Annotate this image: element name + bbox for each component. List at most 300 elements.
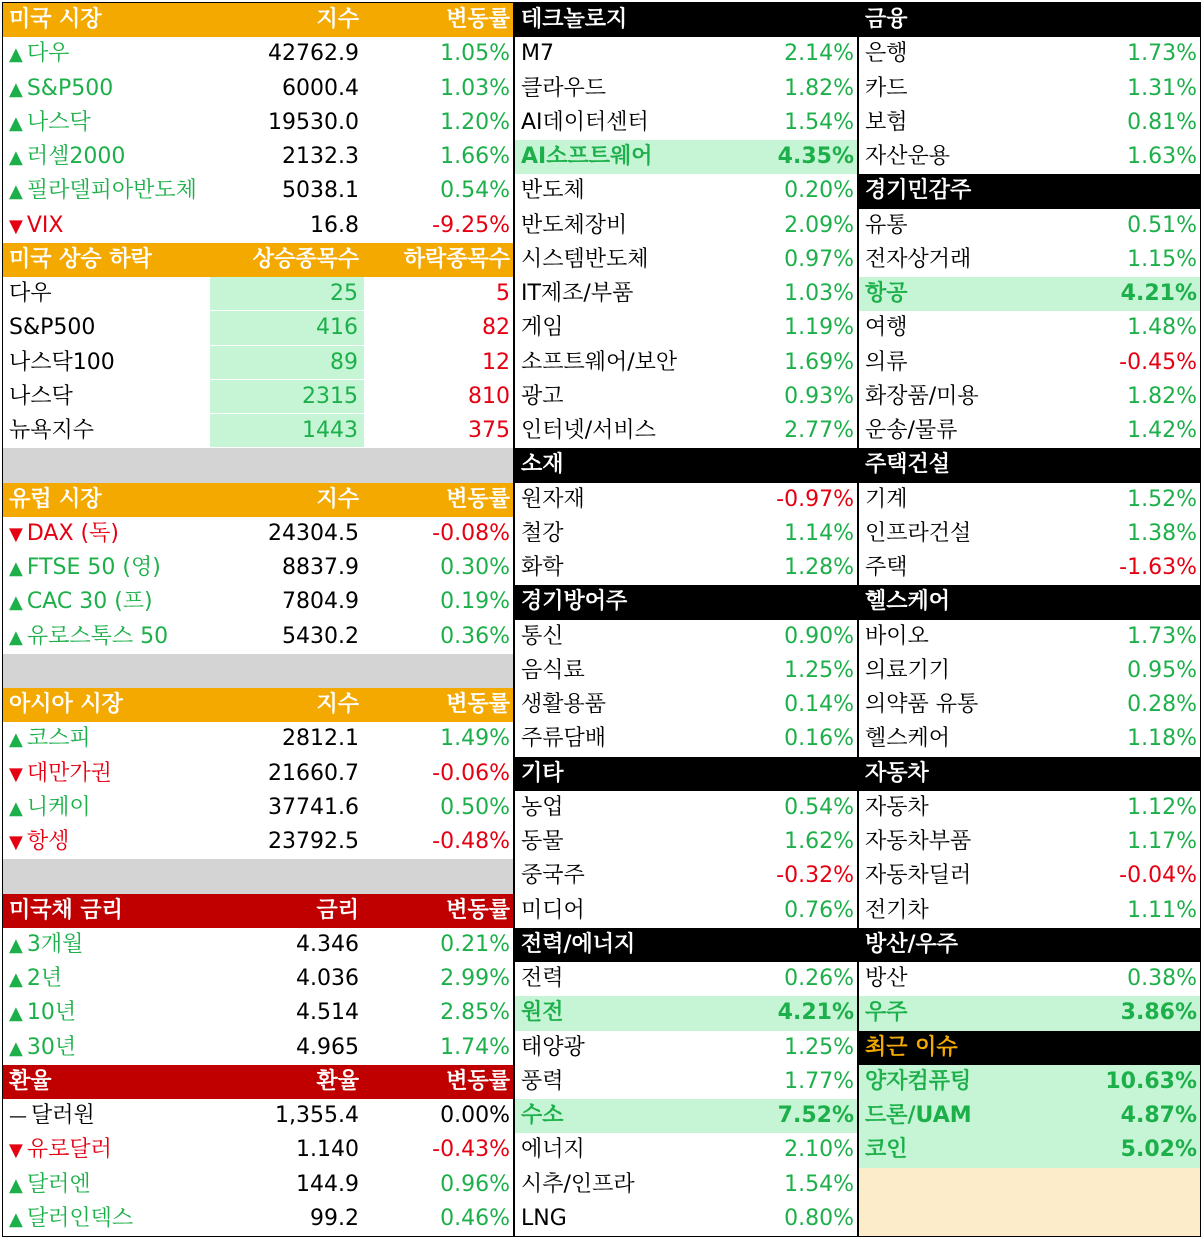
sector-title: 주택건설 xyxy=(865,452,951,478)
row-label: ▼ 항셍 xyxy=(9,825,69,858)
change-value: 1.74% xyxy=(440,1034,510,1060)
sector-row xyxy=(515,654,857,688)
index-value: 1.140 xyxy=(296,1137,359,1163)
sector-label: 자동차부품 xyxy=(865,829,972,854)
us_bonds-header xyxy=(3,894,513,928)
up-arrow-icon: ▲ xyxy=(9,729,23,751)
sector-title: 전력/에너지 xyxy=(521,931,636,957)
row-label: ▲ S&P500 xyxy=(9,72,113,105)
sector-row xyxy=(515,620,857,654)
sector-change: 1.25% xyxy=(784,657,854,683)
sector-change: 1.25% xyxy=(784,1034,854,1060)
table-row xyxy=(3,72,513,106)
table-row xyxy=(3,209,513,243)
sector-change: 2.10% xyxy=(784,1137,854,1163)
sector-row xyxy=(859,825,1200,859)
index-value: 5038.1 xyxy=(282,178,359,204)
up-arrow-icon: ▲ xyxy=(9,558,23,579)
advance-count: 416 xyxy=(210,311,364,344)
sector-label: 광고 xyxy=(521,383,564,409)
row-label: S&P500 xyxy=(9,315,96,341)
column-header: 하락종목수 xyxy=(403,246,510,272)
sector-label: 소프트웨어/보안 xyxy=(521,349,678,375)
sector-row xyxy=(859,346,1200,380)
index-value: 4.514 xyxy=(296,1000,359,1026)
section-title: 미국 상승 하락 xyxy=(9,246,152,272)
column-header: 변동률 xyxy=(446,897,510,923)
sector-label: 통신 xyxy=(521,623,564,649)
sector-label: 생활용품 xyxy=(521,692,607,717)
row-label: ▲ 코스피 xyxy=(9,722,91,755)
sector-row xyxy=(515,277,857,311)
table-row xyxy=(3,140,513,174)
sector-row xyxy=(859,209,1200,243)
sector-row xyxy=(515,859,857,893)
sector-label: 항공 xyxy=(865,281,908,306)
sector-row xyxy=(515,1202,857,1236)
section-title: 환율 xyxy=(9,1068,52,1094)
sector-row xyxy=(859,894,1200,928)
advance-count: 2315 xyxy=(210,380,364,413)
change-value: 1.05% xyxy=(440,41,510,67)
table-row xyxy=(3,517,513,551)
sector-row xyxy=(859,1099,1200,1133)
sector-label: 자산운용 xyxy=(865,144,951,169)
sector-row xyxy=(859,620,1200,654)
sector-change: 0.81% xyxy=(1127,109,1197,135)
sector-change: 1.73% xyxy=(1127,41,1197,67)
sector-row xyxy=(515,37,857,71)
sector-label: 유통 xyxy=(865,212,908,238)
sector-header xyxy=(859,757,1200,791)
sector-title: 경기방어주 xyxy=(521,589,628,615)
sector-label: 의료기기 xyxy=(865,657,951,683)
dash-icon: — xyxy=(9,1106,27,1127)
sector-row xyxy=(859,37,1200,71)
sector-change: 1.38% xyxy=(1127,520,1197,546)
table-row xyxy=(3,346,513,380)
sector-change: 2.77% xyxy=(784,418,854,443)
row-label: ▲ 필라델피아반도체 xyxy=(9,174,197,207)
sector-row xyxy=(859,72,1200,106)
sector-header xyxy=(515,448,857,482)
table-row xyxy=(3,757,513,791)
sector-row xyxy=(859,140,1200,174)
sector-change: 0.51% xyxy=(1127,212,1197,238)
sector-change: 1.54% xyxy=(784,109,854,135)
up-arrow-icon: ▲ xyxy=(9,797,23,819)
sector-change: 1.15% xyxy=(1127,246,1197,272)
sector-change: 1.14% xyxy=(784,520,854,546)
column-header: 금리 xyxy=(316,897,359,923)
row-label: ▲ 러셀2000 xyxy=(9,140,125,173)
sector-label: 카드 xyxy=(865,75,908,101)
sector-title: 소재 xyxy=(521,452,564,478)
table-row xyxy=(3,722,513,756)
change-value: 2.85% xyxy=(440,1000,510,1026)
sector-row xyxy=(515,243,857,277)
sector-row xyxy=(859,483,1200,517)
sector-change: 0.28% xyxy=(1127,692,1197,717)
up-arrow-icon: ▲ xyxy=(9,592,23,614)
up-arrow-icon: ▲ xyxy=(9,147,23,168)
row-label: ▲ 3개월 xyxy=(9,928,83,961)
up-arrow-icon: ▲ xyxy=(9,1174,23,1196)
sector-label: 헬스케어 xyxy=(865,726,951,752)
sector-title: 최근 이슈 xyxy=(865,1034,958,1060)
sector-label: 주택 xyxy=(865,555,908,580)
sector-label: 인프라건설 xyxy=(865,520,972,546)
row-label: ▲ 30년 xyxy=(9,1031,76,1064)
sector-label: 은행 xyxy=(865,41,908,67)
sector-label: 전자상거래 xyxy=(865,246,972,272)
sector-title: 헬스케어 xyxy=(865,589,951,615)
index-value: 4.346 xyxy=(296,931,359,957)
row-label: ▲ FTSE 50 (영) xyxy=(9,551,161,584)
sector-change: 5.02% xyxy=(1120,1137,1197,1163)
change-value: 1.66% xyxy=(440,144,510,169)
sector-header xyxy=(515,928,857,962)
sector-label: 전력 xyxy=(521,966,564,991)
sector-change: 0.20% xyxy=(784,178,854,204)
sector-change: -0.97% xyxy=(776,486,854,512)
sector-change: 2.14% xyxy=(784,41,854,67)
up-arrow-icon: ▲ xyxy=(9,969,23,990)
middle-column xyxy=(515,3,857,1236)
index-value: 21660.7 xyxy=(268,760,359,786)
sector-change: 1.18% xyxy=(1127,726,1197,752)
sector-change: 1.48% xyxy=(1127,315,1197,341)
decline-count: 12 xyxy=(482,349,510,375)
sector-label: 의약품 유통 xyxy=(865,692,979,717)
advance-count: 1443 xyxy=(210,414,364,447)
column-header: 지수 xyxy=(316,7,359,32)
index-value: 7804.9 xyxy=(282,589,359,615)
sector-change: -0.32% xyxy=(776,863,854,889)
sector-label: 양자컴퓨팅 xyxy=(865,1068,972,1094)
up-arrow-icon: ▲ xyxy=(9,112,23,134)
sector-label: 클라우드 xyxy=(521,75,607,101)
sector-row xyxy=(859,791,1200,825)
sector-row xyxy=(515,551,857,585)
sector-change: 0.54% xyxy=(784,794,854,820)
index-value: 24304.5 xyxy=(268,520,359,546)
section-title: 아시아 시장 xyxy=(9,692,123,717)
sector-label: 방산 xyxy=(865,966,908,991)
sector-row xyxy=(859,414,1200,448)
sector-change: 1.19% xyxy=(784,315,854,341)
index-value: 6000.4 xyxy=(282,75,359,101)
sector-title: 기타 xyxy=(521,760,564,786)
up-arrow-icon: ▲ xyxy=(9,181,23,203)
down-arrow-icon: ▼ xyxy=(9,215,23,237)
market-dashboard xyxy=(2,2,1201,1237)
row-label: ▲ 2년 xyxy=(9,962,62,995)
sector-row xyxy=(515,209,857,243)
change-value: 1.20% xyxy=(440,109,510,135)
sector-row xyxy=(515,1065,857,1099)
sector-row xyxy=(515,1133,857,1167)
sector-row xyxy=(515,483,857,517)
table-row xyxy=(3,380,513,414)
sector-change: 1.12% xyxy=(1127,794,1197,820)
column-header: 변동률 xyxy=(446,486,510,512)
sector-row xyxy=(515,688,857,722)
sector-change: 1.03% xyxy=(784,281,854,306)
table-row xyxy=(3,585,513,619)
table-row xyxy=(3,1099,513,1133)
change-value: -0.06% xyxy=(432,760,510,786)
sector-change: 2.09% xyxy=(784,212,854,238)
row-label: 뉴욕지수 xyxy=(9,418,95,443)
advance-count: 89 xyxy=(210,346,364,379)
sector-row xyxy=(859,243,1200,277)
sector-change: 3.86% xyxy=(1120,1000,1197,1026)
down-arrow-icon: ▼ xyxy=(9,763,23,785)
sector-row xyxy=(859,962,1200,996)
sector-row xyxy=(859,551,1200,585)
sector-change: 0.93% xyxy=(784,383,854,409)
asia_market-header xyxy=(3,688,513,722)
index-value: 2812.1 xyxy=(282,726,359,752)
decline-count: 82 xyxy=(482,315,510,341)
row-label: ▲ 유로스톡스 50 xyxy=(9,620,168,653)
sector-row xyxy=(515,414,857,448)
sector-header xyxy=(859,928,1200,962)
up-arrow-icon: ▲ xyxy=(9,44,23,66)
spacer-row xyxy=(3,448,513,482)
table-row xyxy=(3,928,513,962)
sector-change: -0.45% xyxy=(1119,349,1197,375)
sector-row xyxy=(859,1133,1200,1167)
table-row xyxy=(3,174,513,208)
table-row xyxy=(3,825,513,859)
sector-label: 원자재 xyxy=(521,486,585,512)
sector-change: 10.63% xyxy=(1105,1068,1197,1094)
column-header: 변동률 xyxy=(446,7,510,32)
sector-row xyxy=(859,1065,1200,1099)
down-arrow-icon: ▼ xyxy=(9,832,23,853)
sector-label: AI데이터센터 xyxy=(521,109,649,135)
table-row xyxy=(3,414,513,448)
decline-count: 5 xyxy=(496,281,510,306)
row-label: ▼ VIX xyxy=(9,209,63,242)
sector-row xyxy=(859,688,1200,722)
sector-label: 철강 xyxy=(521,520,564,546)
sector-row xyxy=(515,825,857,859)
sector-label: 화장품/미용 xyxy=(865,383,979,409)
sector-row xyxy=(859,996,1200,1030)
table-row xyxy=(3,1031,513,1065)
table-row xyxy=(3,1168,513,1202)
sector-header xyxy=(515,757,857,791)
right-column xyxy=(859,3,1200,1236)
sector-label: 드론/UAM xyxy=(865,1103,972,1128)
sector-change: 1.42% xyxy=(1127,418,1197,443)
up-arrow-icon: ▲ xyxy=(9,626,23,648)
row-label: ▲ 니케이 xyxy=(9,791,91,824)
sector-label: 태양광 xyxy=(521,1034,585,1060)
sector-row xyxy=(515,72,857,106)
table-row xyxy=(3,551,513,585)
sector-change: 1.63% xyxy=(1127,144,1197,169)
sector-row xyxy=(859,859,1200,893)
change-value: 1.49% xyxy=(440,726,510,752)
sector-label: 자동차딜러 xyxy=(865,863,972,889)
sector-row xyxy=(859,722,1200,756)
sector-label: 원전 xyxy=(521,1000,564,1026)
sector-label: 인터넷/서비스 xyxy=(521,418,656,443)
index-value: 4.965 xyxy=(296,1034,359,1060)
up-arrow-icon: ▲ xyxy=(9,1003,23,1025)
sector-label: AI소프트웨어 xyxy=(521,144,653,169)
sector-change: 1.17% xyxy=(1127,829,1197,854)
up-arrow-icon: ▲ xyxy=(9,1037,23,1059)
sector-change: 1.54% xyxy=(784,1171,854,1197)
sector-label: LNG xyxy=(521,1205,567,1231)
column-header: 변동률 xyxy=(446,1068,510,1094)
sector-row xyxy=(859,654,1200,688)
spacer-row xyxy=(3,654,513,688)
sector-change: 1.77% xyxy=(784,1068,854,1094)
table-row xyxy=(3,791,513,825)
decline-count: 375 xyxy=(468,418,510,443)
table-row xyxy=(3,996,513,1030)
table-row xyxy=(3,1202,513,1236)
change-value: 0.50% xyxy=(440,794,510,820)
sector-label: 우주 xyxy=(865,1000,908,1026)
sector-title: 테크놀로지 xyxy=(521,7,628,32)
sector-change: 4.87% xyxy=(1120,1103,1197,1128)
change-value: 0.30% xyxy=(440,555,510,580)
sector-change: 1.62% xyxy=(784,829,854,854)
sector-label: 에너지 xyxy=(521,1137,585,1163)
sector-change: 0.76% xyxy=(784,897,854,923)
sector-label: 시추/인프라 xyxy=(521,1171,635,1197)
sector-label: 보험 xyxy=(865,109,908,135)
row-label: 나스닥100 xyxy=(9,349,115,375)
index-value: 1,355.4 xyxy=(275,1103,359,1128)
sector-row xyxy=(859,380,1200,414)
sector-label: IT제조/부품 xyxy=(521,281,634,306)
up-arrow-icon: ▲ xyxy=(9,1208,23,1230)
advance-count: 25 xyxy=(210,277,364,310)
sector-change: 0.80% xyxy=(784,1205,854,1231)
down-arrow-icon: ▼ xyxy=(9,523,23,545)
section-title: 유럽 시장 xyxy=(9,486,102,512)
sector-row xyxy=(515,140,857,174)
sector-change: 0.16% xyxy=(784,726,854,752)
row-label: ▲ 달러인덱스 xyxy=(9,1202,133,1235)
column-header: 환율 xyxy=(316,1068,359,1094)
sector-row xyxy=(515,1031,857,1065)
sector-label: M7 xyxy=(521,41,554,67)
sector-header xyxy=(859,174,1200,208)
change-value: 0.19% xyxy=(440,589,510,615)
change-value: 0.54% xyxy=(440,178,510,204)
sector-label: 주류담배 xyxy=(521,726,607,752)
eu_market-header xyxy=(3,483,513,517)
change-value: -0.48% xyxy=(432,829,510,854)
sector-title: 자동차 xyxy=(865,760,929,786)
index-value: 5430.2 xyxy=(282,623,359,649)
sector-change: 0.38% xyxy=(1127,966,1197,991)
sector-change: 1.31% xyxy=(1127,75,1197,101)
row-label: ▼ DAX (독) xyxy=(9,517,119,550)
sector-change: 0.14% xyxy=(784,692,854,717)
row-label: 나스닥 xyxy=(9,383,73,409)
index-value: 144.9 xyxy=(296,1171,359,1197)
sector-change: 1.82% xyxy=(1127,383,1197,409)
row-label: ▼ 대만가권 xyxy=(9,757,112,790)
table-row xyxy=(3,1133,513,1167)
change-value: -0.08% xyxy=(432,520,510,546)
row-label: — 달러원 xyxy=(9,1099,95,1132)
sector-change: -1.63% xyxy=(1119,555,1197,580)
sector-change: 7.52% xyxy=(777,1103,854,1128)
sector-row xyxy=(515,791,857,825)
table-row xyxy=(3,277,513,311)
up-arrow-icon: ▲ xyxy=(9,934,23,956)
table-row xyxy=(3,106,513,140)
sector-header xyxy=(859,3,1200,37)
sector-label: 게임 xyxy=(521,315,564,341)
table-row xyxy=(3,311,513,345)
sector-row xyxy=(515,311,857,345)
sector-label: 수소 xyxy=(521,1103,564,1128)
sector-label: 미디어 xyxy=(521,897,585,923)
sector-label: 음식료 xyxy=(521,657,585,683)
sector-row xyxy=(515,174,857,208)
table-row xyxy=(3,37,513,71)
sector-change: 1.69% xyxy=(784,349,854,375)
sector-title: 방산/우주 xyxy=(865,931,959,957)
change-value: -9.25% xyxy=(432,212,510,238)
column-header: 지수 xyxy=(316,692,359,717)
us_market-header xyxy=(3,3,513,37)
change-value: 0.21% xyxy=(440,931,510,957)
sector-label: 자동차 xyxy=(865,794,929,820)
index-value: 4.036 xyxy=(296,966,359,991)
sector-row xyxy=(515,1099,857,1133)
sector-label: 농업 xyxy=(521,794,564,820)
left-column xyxy=(3,3,513,1236)
table-row xyxy=(3,962,513,996)
sector-change: 0.26% xyxy=(784,966,854,991)
change-value: 0.00% xyxy=(440,1103,510,1128)
sector-row xyxy=(515,996,857,1030)
sector-change: 1.52% xyxy=(1127,486,1197,512)
sector-change: 4.35% xyxy=(777,144,854,169)
change-value: 2.99% xyxy=(440,966,510,991)
sector-label: 전기차 xyxy=(865,897,929,923)
change-value: 0.96% xyxy=(440,1171,510,1197)
sector-header xyxy=(859,585,1200,619)
index-value: 2132.3 xyxy=(282,144,359,169)
section-title: 미국채 금리 xyxy=(9,897,123,923)
sector-row xyxy=(515,380,857,414)
sector-row xyxy=(515,1168,857,1202)
sector-row xyxy=(859,277,1200,311)
decline-count: 810 xyxy=(468,383,510,409)
us_breadth-header xyxy=(3,243,513,277)
sector-change: 4.21% xyxy=(777,1000,854,1026)
sector-title: 경기민감주 xyxy=(865,178,972,204)
sector-change: 0.90% xyxy=(784,623,854,649)
sector-change: 0.97% xyxy=(784,246,854,272)
sector-change: 4.21% xyxy=(1120,281,1197,306)
sector-row xyxy=(515,346,857,380)
